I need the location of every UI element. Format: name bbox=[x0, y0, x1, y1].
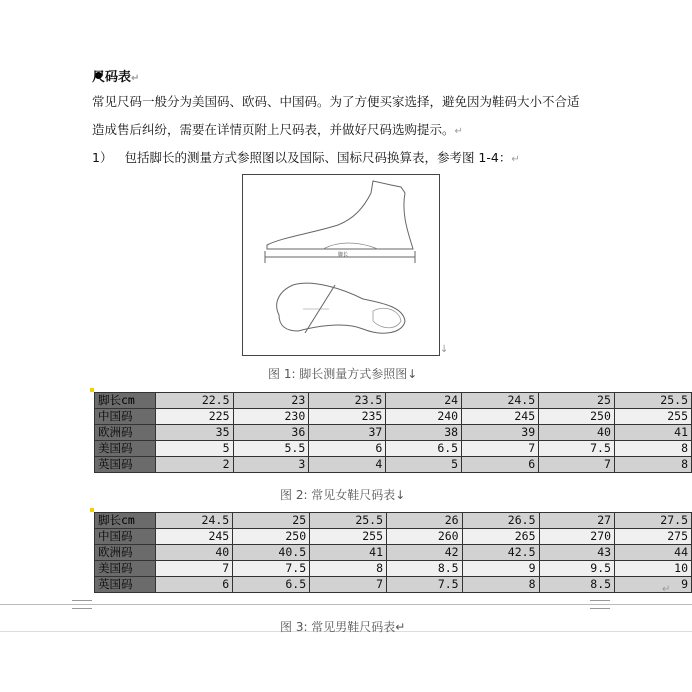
table-row bbox=[95, 577, 692, 593]
table-cell: 35 bbox=[156, 425, 233, 441]
men-size-table bbox=[94, 512, 692, 593]
table-cell: 5 bbox=[386, 457, 462, 473]
table-cell: 8 bbox=[614, 457, 691, 473]
row-header-cell: 美国码 bbox=[95, 561, 156, 577]
table-cell: 40 bbox=[539, 425, 615, 441]
table-cell: 9.5 bbox=[539, 561, 615, 577]
table-cell: 245 bbox=[462, 409, 539, 425]
table-cell: 42 bbox=[387, 545, 463, 561]
table-row bbox=[95, 513, 692, 529]
table-cell: 42.5 bbox=[462, 545, 539, 561]
page-corner-mark bbox=[72, 600, 92, 609]
table-cell: 25.5 bbox=[310, 513, 387, 529]
table-cell: 23 bbox=[233, 393, 309, 409]
paragraph-line-2-text: 造成售后纠纷，需要在详情页附上尺码表，并做好尺码选购提示。 bbox=[92, 122, 455, 137]
table-cell: 40 bbox=[156, 545, 233, 561]
foot-length-label: 脚长 bbox=[338, 252, 349, 258]
table-cell: 8.5 bbox=[539, 577, 615, 593]
heading-text: 尺码表 bbox=[92, 70, 132, 85]
table-cell: 5 bbox=[156, 441, 233, 457]
table-row bbox=[95, 441, 692, 457]
table-cell: 5.5 bbox=[233, 441, 309, 457]
table-cell: 25 bbox=[539, 393, 615, 409]
list-item-text: 包括脚长的测量方式参照图以及国际、国标尺码换算表，参考图 1-4： bbox=[124, 150, 512, 165]
table-cell: 245 bbox=[156, 529, 233, 545]
table-cell: 22.5 bbox=[156, 393, 233, 409]
table-cell: 225 bbox=[156, 409, 233, 425]
table-cell: 8 bbox=[462, 577, 539, 593]
table-cell: 25.5 bbox=[614, 393, 691, 409]
paragraph-line-1: 常见尺码一般分为美国码、欧码、中国码。为了方便买家选择，避免因为鞋码大小不合适 bbox=[92, 94, 580, 109]
figure-2-caption: 图 2: 常见女鞋尺码表↓ bbox=[280, 488, 406, 502]
table-cell: 6 bbox=[156, 577, 233, 593]
table-row bbox=[95, 409, 692, 425]
table-row bbox=[95, 545, 692, 561]
table-cell: 24 bbox=[386, 393, 462, 409]
foot-drawing-icon bbox=[243, 175, 439, 355]
page-boundary bbox=[0, 604, 692, 605]
row-header-cell: 中国码 bbox=[95, 529, 156, 545]
table-row bbox=[95, 457, 692, 473]
table-cell: 39 bbox=[462, 425, 539, 441]
table-cell: 6 bbox=[309, 441, 386, 457]
list-item-number: 1） bbox=[92, 150, 113, 165]
table-cell: 7.5 bbox=[387, 577, 463, 593]
table-cell: 2 bbox=[156, 457, 233, 473]
table-cell: 260 bbox=[387, 529, 463, 545]
figure-anchor-mark: ↓ bbox=[440, 344, 449, 355]
table-cell: 3 bbox=[233, 457, 309, 473]
table-cell: 275 bbox=[615, 529, 692, 545]
table-cell: 7 bbox=[462, 441, 539, 457]
table-cell: 37 bbox=[309, 425, 386, 441]
table-cell: 8.5 bbox=[387, 561, 463, 577]
table-cell: 230 bbox=[233, 409, 309, 425]
table-cell: 8 bbox=[614, 441, 691, 457]
table-row bbox=[95, 393, 692, 409]
table-row bbox=[95, 529, 692, 545]
table-cell: 7.5 bbox=[233, 561, 310, 577]
table-cell: 250 bbox=[539, 409, 615, 425]
table-cell: 23.5 bbox=[309, 393, 386, 409]
table-cell: 26.5 bbox=[462, 513, 539, 529]
table-cell: 255 bbox=[614, 409, 691, 425]
table-cell: 235 bbox=[309, 409, 386, 425]
table-cell: 7 bbox=[539, 457, 615, 473]
row-header-cell: 欧洲码 bbox=[95, 545, 156, 561]
table-cell: 44 bbox=[615, 545, 692, 561]
page-corner-mark bbox=[590, 600, 610, 609]
table-cell: 36 bbox=[233, 425, 309, 441]
list-item-1 bbox=[92, 150, 520, 168]
table-cell: 265 bbox=[462, 529, 539, 545]
figure-1-caption: 图 1: 脚长测量方式参照图↓ bbox=[268, 367, 418, 381]
table-cell: 41 bbox=[614, 425, 691, 441]
table-cell: 26 bbox=[387, 513, 463, 529]
paragraph-mark: ↵ bbox=[454, 126, 463, 137]
table-cell: 6 bbox=[462, 457, 539, 473]
table-cell: 25 bbox=[233, 513, 310, 529]
table-cell: 9 bbox=[615, 577, 692, 593]
row-header-cell: 中国码 bbox=[95, 409, 156, 425]
table-cell: 40.5 bbox=[233, 545, 310, 561]
table-cell: 24.5 bbox=[156, 513, 233, 529]
row-header-cell: 脚长cm bbox=[95, 513, 156, 529]
row-header-cell: 欧洲码 bbox=[95, 425, 156, 441]
table-cell: 270 bbox=[539, 529, 615, 545]
table-cell: 4 bbox=[309, 457, 386, 473]
table-cell: 24.5 bbox=[462, 393, 539, 409]
table-cell: 8 bbox=[310, 561, 387, 577]
table-cell: 6.5 bbox=[386, 441, 462, 457]
table-cell: 240 bbox=[386, 409, 462, 425]
table-cell: 43 bbox=[539, 545, 615, 561]
table-row bbox=[95, 561, 692, 577]
table-cell: 27 bbox=[539, 513, 615, 529]
table-cell: 7 bbox=[310, 577, 387, 593]
table-cell: 10 bbox=[615, 561, 692, 577]
paragraph-line-2 bbox=[92, 122, 463, 140]
women-size-table bbox=[94, 392, 692, 473]
table-cell: 41 bbox=[310, 545, 387, 561]
table-cell: 255 bbox=[310, 529, 387, 545]
foot-measurement-figure[interactable] bbox=[242, 174, 440, 356]
row-header-cell: 英国码 bbox=[95, 457, 156, 473]
table-cell: 38 bbox=[386, 425, 462, 441]
section-heading bbox=[92, 66, 139, 85]
table-cell: 9 bbox=[462, 561, 539, 577]
paragraph-mark: ↵ bbox=[131, 73, 140, 84]
row-header-cell: 美国码 bbox=[95, 441, 156, 457]
row-header-cell: 英国码 bbox=[95, 577, 156, 593]
table-end-mark: ↵ bbox=[662, 584, 671, 595]
table-cell: 250 bbox=[233, 529, 310, 545]
figure-3-caption: 图 3: 常见男鞋尺码表↵ bbox=[280, 620, 406, 634]
table-cell: 27.5 bbox=[615, 513, 692, 529]
table-cell: 7.5 bbox=[539, 441, 615, 457]
table-cell: 6.5 bbox=[233, 577, 310, 593]
paragraph-mark: ↵ bbox=[511, 154, 520, 165]
table-cell: 7 bbox=[156, 561, 233, 577]
row-header-cell: 脚长cm bbox=[95, 393, 156, 409]
table-row bbox=[95, 425, 692, 441]
